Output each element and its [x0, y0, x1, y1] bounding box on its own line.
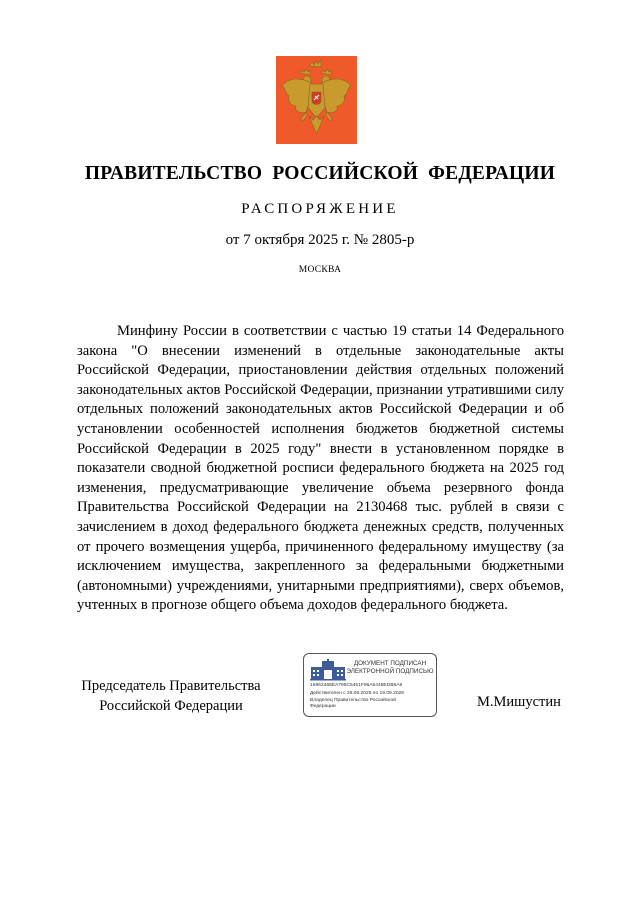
coat-of-arms-emblem [276, 56, 357, 144]
signer-name: М.Мишустин [477, 694, 561, 710]
stamp-heading [344, 660, 436, 675]
stamp-owner-line-1: Владелец Правительство Российской [310, 698, 396, 703]
signer-position [76, 677, 266, 716]
document-date-number: от 7 октября 2025 г. № 2805-р [225, 232, 415, 248]
signer-position-line-1: Председатель Правительства [81, 678, 261, 694]
stamp-certificate: 16962468EA795C5451F96A5448EDB8A9 [310, 683, 403, 688]
government-building-icon [310, 659, 346, 681]
document-type: РАСПОРЯЖЕНИЕ [241, 201, 399, 217]
electronic-signature-stamp [303, 653, 437, 717]
stamp-heading-line-1: ДОКУМЕНТ ПОДПИСАН [353, 660, 427, 667]
government-title: ПРАВИТЕЛЬСТВО РОССИЙСКОЙ ФЕДЕРАЦИИ [84, 163, 556, 184]
stamp-validity: Действителен с 26.06.2025 по 19.09.2026 [310, 691, 404, 696]
signer-position-line-2: Российской Федерации [99, 697, 243, 714]
order-text: Минфину России в соответствии с частью 19 статьи 14 Федерального закона "О внесении изменений в отдельные законодательные акты Российской Федерации, приостановлении действия отдельных положений законодательных актов Российской Федерации, признании утратившими силу отдельных положений законодательных актов Российской Федерации и об установлении особенностей исполнения бюджетов бюджетной системы Российской Федерации в 2025 году" внести в установленном порядке в показатели сводной бюджетной росписи федерального бюджета на 2025 год изменения, предусматривающие увеличение объема резервного фонда Правительства Российской Федерации на 2130468 тыс. рублей в связи с зачислением в доход федерального бюджета денежных средств, полученных от прочего возмещения ущерба, причиненного федеральному имуществу (за исключением имущества, закрепленного за федеральными бюджетными (автономными) учреждениями, унитарными предприятиями), сверх объемов, учтенных в прогнозе общего объема доходов федерального бюджета. [77, 323, 564, 614]
document-city: МОСКВА [298, 265, 342, 275]
stamp-owner-line-2: Федерации [310, 704, 336, 709]
stamp-heading-line-2: ЭЛЕКТРОННОЙ ПОДПИСЬЮ [346, 667, 434, 675]
